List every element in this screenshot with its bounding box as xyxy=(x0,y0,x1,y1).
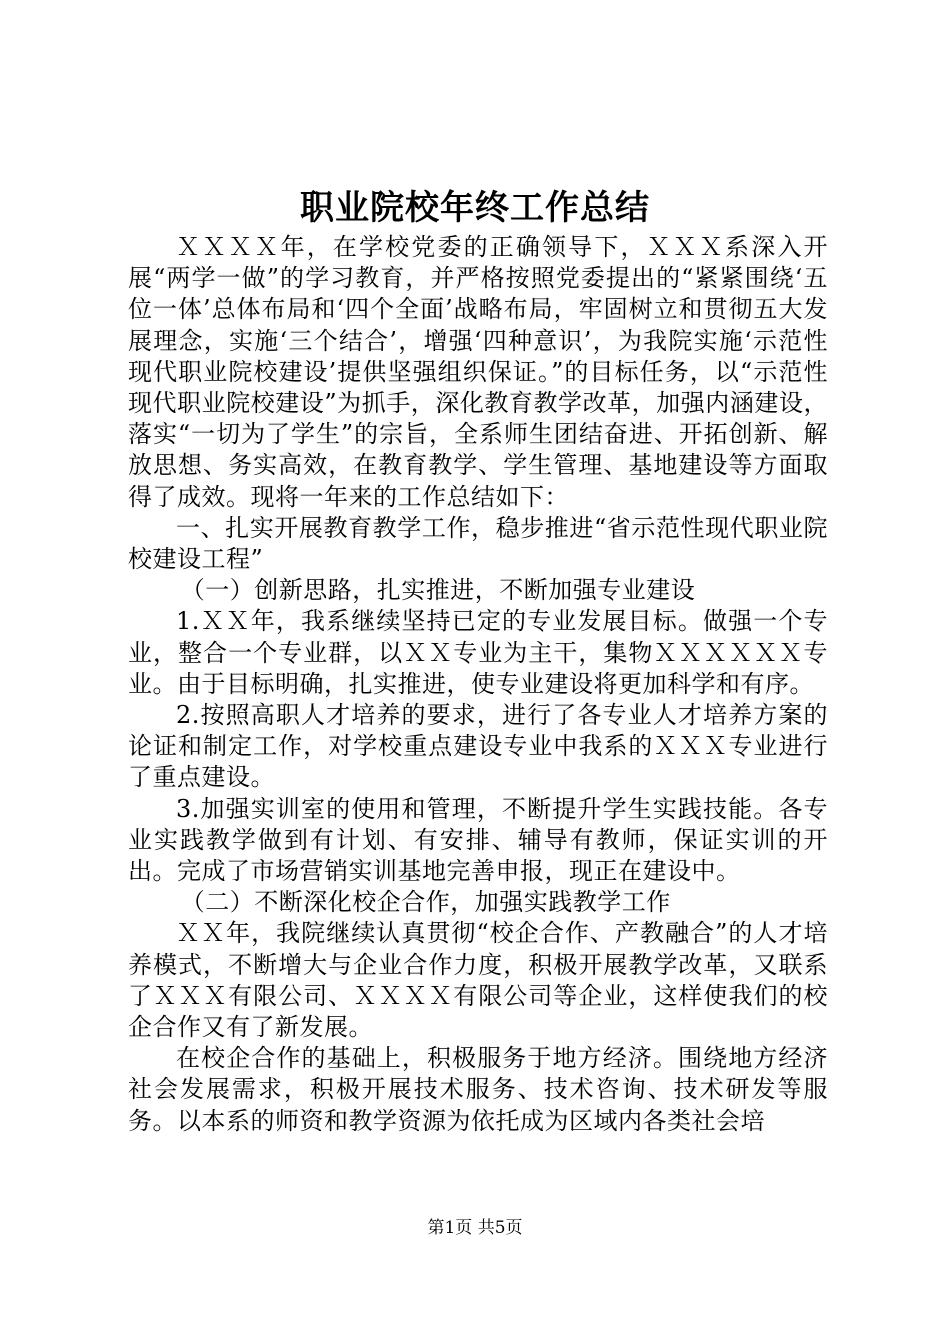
intro-paragraph: ＸＸＸＸ年，在学校党委的正确领导下，ＸＸＸ系深入开展“两学一做”的学习教育，并严格按照党委提出的“紧紧围绕‘五位一体’总体布局和‘四个全面’战略布局，牢固树立和贯彻五大发展理念，实施‘三个结合’，增强‘四种意识’，为我院实施‘示范性现代职业院校建设’提供坚强组织保证。”的目标任务，以“示范性现代职业院校建设”为抓手，深化教育教学改革，加强内涵建设，落实“一切为了学生”的宗旨，全系师生团结奋进、开拓创新、解放思想、务实高效，在教育教学、学生管理、基地建设等方面取得了成效。现将一年来的工作总结如下： xyxy=(128,233,828,511)
section-heading-1: 一、扎实开展教育教学工作，稳步推进“省示范性现代职业院校建设工程” xyxy=(128,513,828,574)
list-item-1: 1.ＸＸ年，我系继续坚持已定的专业发展目标。做强一个专业，整合一个专业群，以ＸＸ专业为主干，集物ＸＸＸＸＸＸ专业。由于目标明确，扎实推进，使专业建设将更加科学和有序。 xyxy=(128,607,828,698)
subsection-heading-1: （一）创新思路，扎实推进，不断加强专业建设 xyxy=(180,576,696,605)
document-body xyxy=(128,232,828,1137)
list-item-3: 3.加强实训室的使用和管理，不断提升学生实践技能。各专业实践教学做到有计划、有安排、辅导有教师，保证实训的开出。完成了市场营销实训基地完善申报，现正在建设中。 xyxy=(128,794,828,886)
list-item-2: 2.按照高职人才培养的要求，进行了各专业人才培养方案的论证和制定工作，对学校重点建设专业中我系的ＸＸＸ专业进行了重点建设。 xyxy=(128,701,828,792)
body-paragraph-2: 在校企合作的基础上，积极服务于地方经济。围绕地方经济社会发展需求，积极开展技术服务、技术咨询、技术研发等服务。以本系的师资和教学资源为依托成为区域内各类社会培 xyxy=(128,1044,828,1135)
page-footer: 第1页 共5页 xyxy=(427,1218,523,1238)
subsection-heading-2: （二）不断深化校企合作，加强实践教学工作 xyxy=(180,888,671,917)
document-title: 职业院校年终工作总结 xyxy=(300,188,650,228)
body-paragraph-1: ＸＸ年，我院继续认真贯彻“校企合作、产教融合”的人才培养模式，不断增大与企业合作力度，积极开展教学改革，又联系了ＸＸＸ有限公司、ＸＸＸＸ有限公司等企业，这样使我们的校企合作又有了新发展。 xyxy=(128,919,828,1042)
